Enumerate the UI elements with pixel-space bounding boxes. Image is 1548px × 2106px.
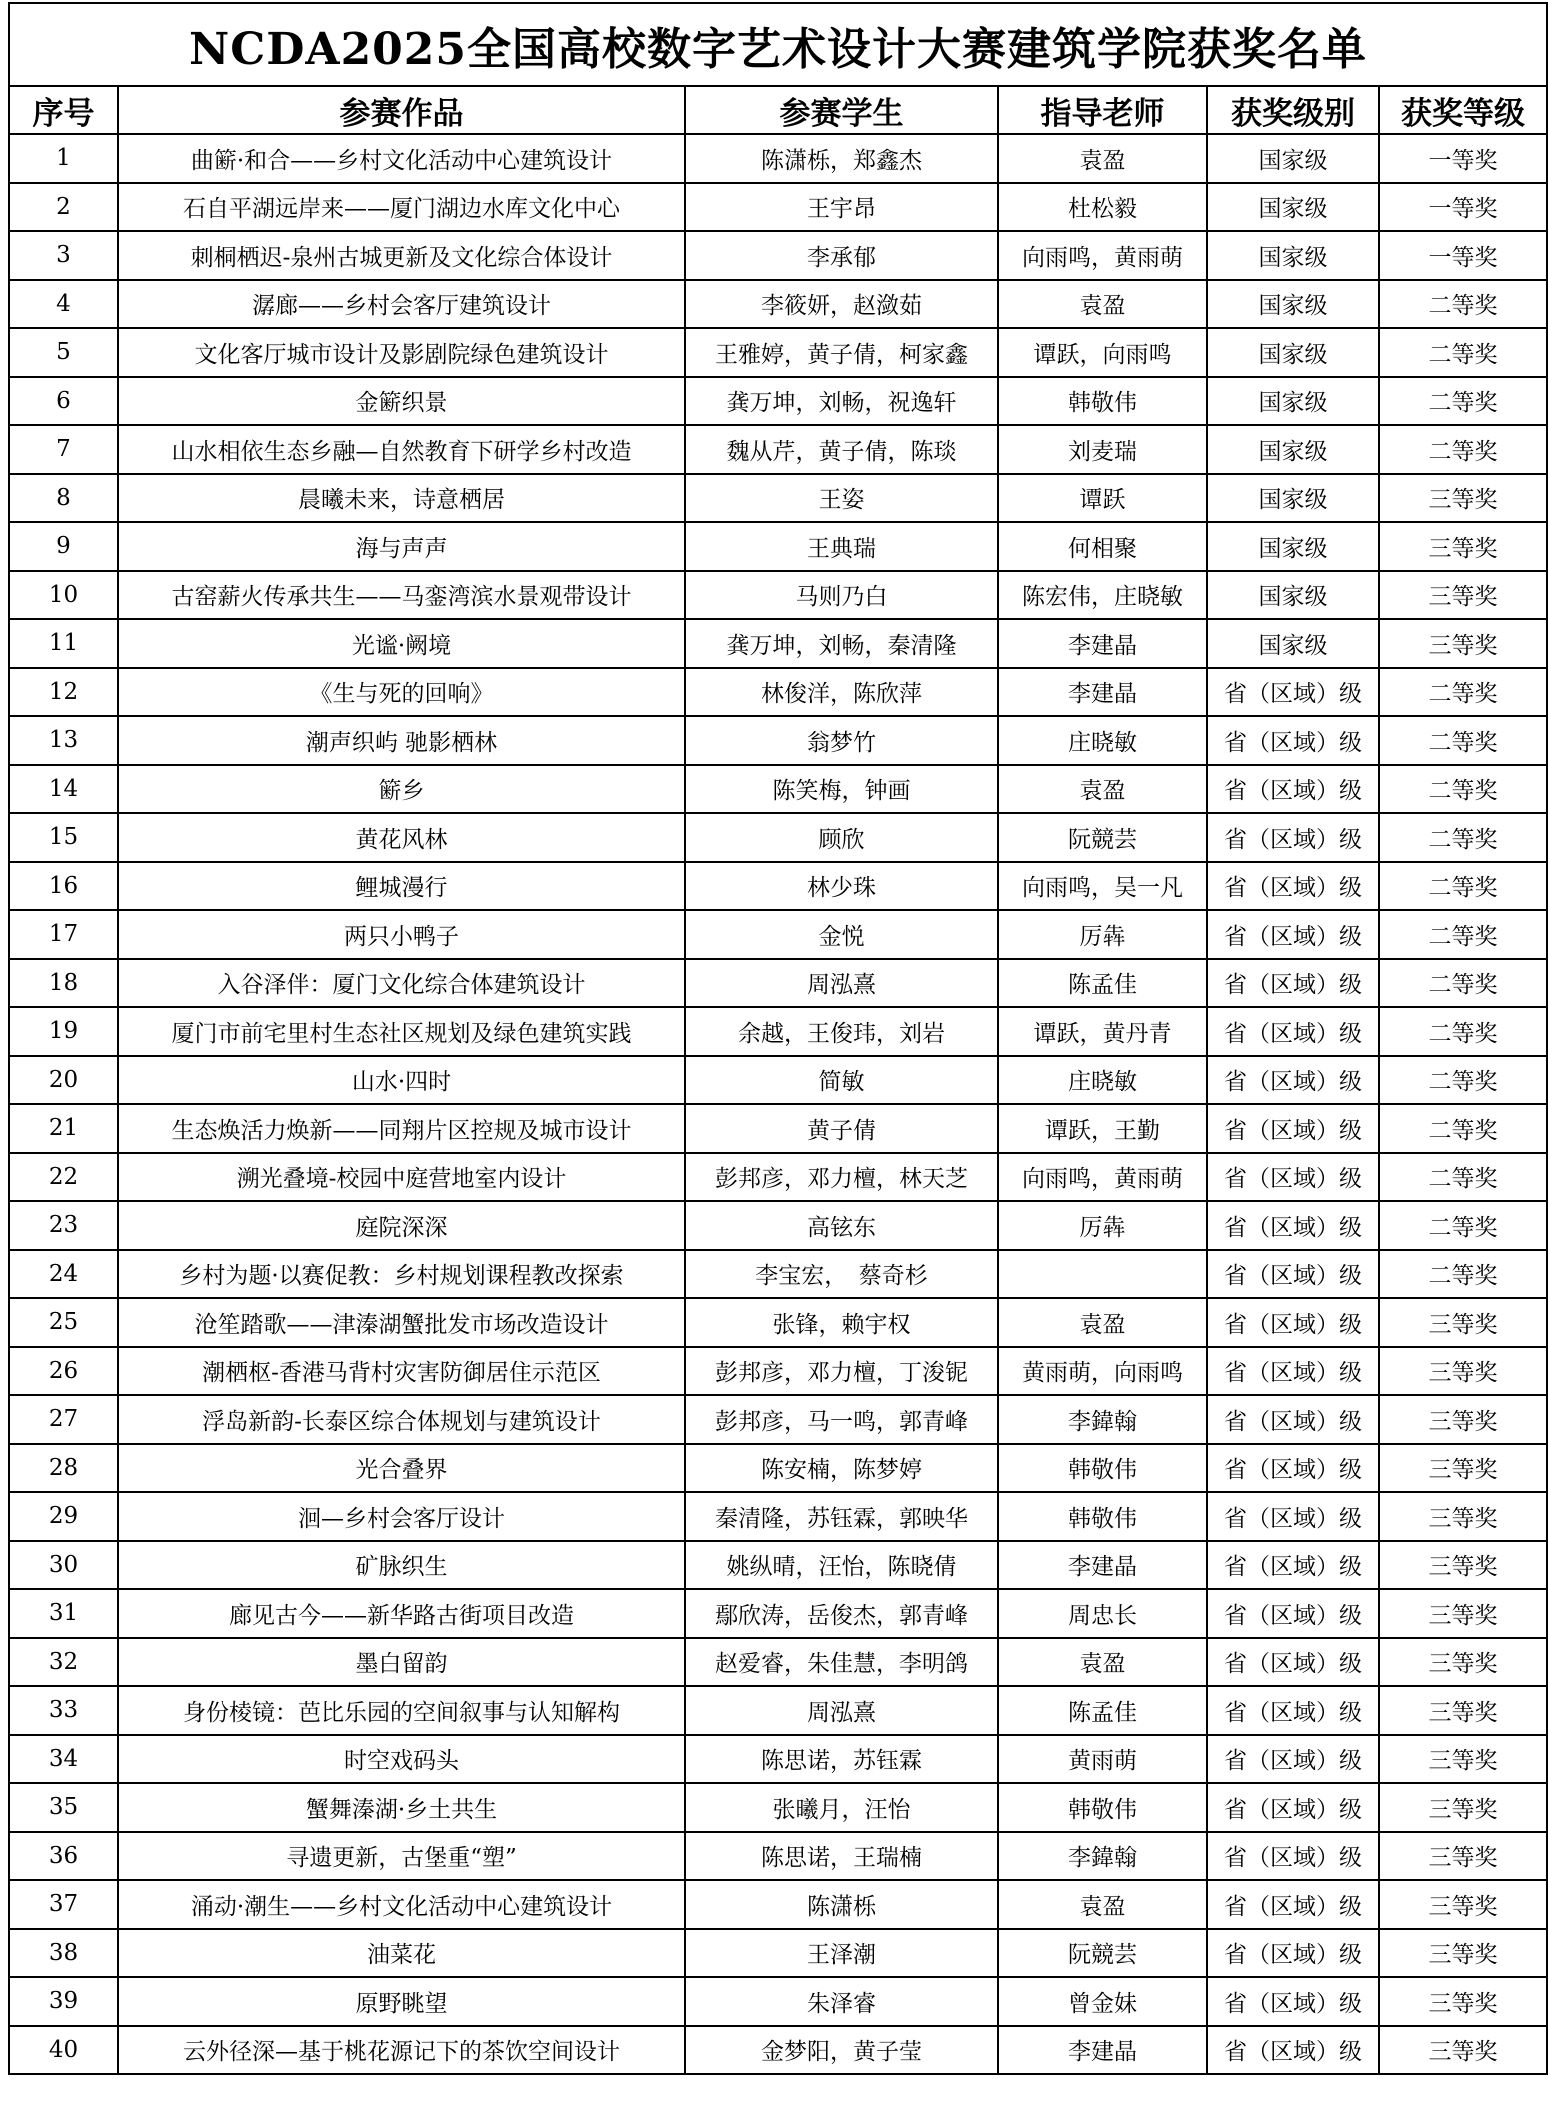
table-row [9, 231, 1547, 280]
cell-award-grade: 三等奖 [1379, 1735, 1547, 1784]
cell-serial-number: 5 [9, 328, 118, 377]
cell-advisors: 李建晶 [998, 668, 1207, 717]
cell-advisors: 阮競芸 [998, 813, 1207, 862]
cell-award-level: 省（区域）级 [1207, 1153, 1379, 1202]
cell-entry-work: 云外径深—基于桃花源记下的茶饮空间设计 [118, 2026, 685, 2075]
cell-entry-work: 晨曦未来，诗意栖居 [118, 474, 685, 523]
cell-serial-number: 15 [9, 813, 118, 862]
cell-serial-number: 31 [9, 1589, 118, 1638]
cell-serial-number: 8 [9, 474, 118, 523]
cell-students: 林俊洋，陈欣萍 [685, 668, 998, 717]
cell-award-grade: 三等奖 [1379, 571, 1547, 620]
table-row [9, 522, 1547, 571]
cell-award-level: 国家级 [1207, 425, 1379, 474]
cell-award-grade: 三等奖 [1379, 1880, 1547, 1929]
table-row [9, 619, 1547, 668]
cell-serial-number: 6 [9, 377, 118, 426]
cell-students: 简敏 [685, 1056, 998, 1105]
table-row [9, 1541, 1547, 1590]
cell-students: 李筱妍，赵潋茹 [685, 280, 998, 329]
cell-award-level: 省（区域）级 [1207, 1007, 1379, 1056]
cell-advisors: 袁盈 [998, 765, 1207, 814]
cell-award-grade: 二等奖 [1379, 1056, 1547, 1105]
cell-serial-number: 32 [9, 1638, 118, 1687]
cell-award-grade: 二等奖 [1379, 1153, 1547, 1202]
cell-entry-work: 刺桐栖迟-泉州古城更新及文化综合体设计 [118, 231, 685, 280]
cell-advisors: 谭跃，王勤 [998, 1104, 1207, 1153]
cell-serial-number: 35 [9, 1783, 118, 1832]
cell-serial-number: 24 [9, 1250, 118, 1299]
cell-award-level: 省（区域）级 [1207, 1395, 1379, 1444]
cell-students: 秦清隆，苏钰霖，郭映华 [685, 1492, 998, 1541]
header-award-level: 获奖级别 [1207, 86, 1379, 134]
cell-students: 魏从芹，黄子倩，陈琰 [685, 425, 998, 474]
cell-award-level: 省（区域）级 [1207, 1589, 1379, 1638]
cell-award-grade: 三等奖 [1379, 522, 1547, 571]
cell-students: 金悦 [685, 910, 998, 959]
table-row [9, 1395, 1547, 1444]
cell-serial-number: 14 [9, 765, 118, 814]
cell-award-level: 省（区域）级 [1207, 1492, 1379, 1541]
table-row [9, 1153, 1547, 1202]
cell-entry-work: 海与声声 [118, 522, 685, 571]
cell-students: 彭邦彦，马一鸣，郭青峰 [685, 1395, 998, 1444]
table-row [9, 571, 1547, 620]
cell-award-grade: 三等奖 [1379, 619, 1547, 668]
cell-students: 高铉东 [685, 1201, 998, 1250]
cell-award-grade: 二等奖 [1379, 1007, 1547, 1056]
table-row [9, 716, 1547, 765]
cell-serial-number: 39 [9, 1977, 118, 2026]
cell-advisors: 李建晶 [998, 2026, 1207, 2075]
cell-advisors: 李鍏翰 [998, 1832, 1207, 1881]
cell-students: 陈潇栎 [685, 1880, 998, 1929]
cell-advisors: 谭跃 [998, 474, 1207, 523]
cell-serial-number: 20 [9, 1056, 118, 1105]
cell-serial-number: 26 [9, 1347, 118, 1396]
cell-advisors: 袁盈 [998, 1298, 1207, 1347]
cell-award-grade: 二等奖 [1379, 1201, 1547, 1250]
cell-entry-work: 山水相依生态乡融—自然教育下研学乡村改造 [118, 425, 685, 474]
cell-serial-number: 9 [9, 522, 118, 571]
cell-award-grade: 二等奖 [1379, 862, 1547, 911]
cell-award-grade: 三等奖 [1379, 1929, 1547, 1978]
cell-award-grade: 三等奖 [1379, 2026, 1547, 2075]
cell-award-level: 国家级 [1207, 377, 1379, 426]
cell-advisors: 何相聚 [998, 522, 1207, 571]
table-row [9, 1880, 1547, 1929]
cell-award-level: 国家级 [1207, 522, 1379, 571]
cell-advisors: 曾金妹 [998, 1977, 1207, 2026]
cell-students: 王雅婷，黄子倩，柯家鑫 [685, 328, 998, 377]
cell-award-level: 国家级 [1207, 328, 1379, 377]
cell-students: 姚纵晴，汪怡，陈晓倩 [685, 1541, 998, 1590]
table-row [9, 1250, 1547, 1299]
cell-students: 龚万坤，刘畅，秦清隆 [685, 619, 998, 668]
cell-award-grade: 三等奖 [1379, 1541, 1547, 1590]
cell-students: 马则乃白 [685, 571, 998, 620]
cell-entry-work: 鲤城漫行 [118, 862, 685, 911]
cell-advisors: 厉犇 [998, 910, 1207, 959]
table-row [9, 765, 1547, 814]
cell-students: 张锋，赖宇权 [685, 1298, 998, 1347]
cell-award-level: 省（区域）级 [1207, 2026, 1379, 2075]
cell-entry-work: 油菜花 [118, 1929, 685, 1978]
cell-award-level: 省（区域）级 [1207, 765, 1379, 814]
cell-serial-number: 34 [9, 1735, 118, 1784]
cell-students: 王典瑞 [685, 522, 998, 571]
cell-serial-number: 19 [9, 1007, 118, 1056]
table-row [9, 1056, 1547, 1105]
cell-students: 陈潇栎，郑鑫杰 [685, 134, 998, 183]
table-row [9, 2026, 1547, 2075]
cell-students: 龚万坤，刘畅，祝逸轩 [685, 377, 998, 426]
cell-award-grade: 二等奖 [1379, 910, 1547, 959]
cell-award-grade: 二等奖 [1379, 425, 1547, 474]
cell-award-level: 省（区域）级 [1207, 1250, 1379, 1299]
cell-entry-work: 两只小鸭子 [118, 910, 685, 959]
cell-award-grade: 三等奖 [1379, 1686, 1547, 1735]
cell-entry-work: 黄花风林 [118, 813, 685, 862]
cell-award-level: 省（区域）级 [1207, 1444, 1379, 1493]
cell-award-grade: 二等奖 [1379, 959, 1547, 1008]
cell-entry-work: 潮栖枢-香港马背村灾害防御居住示范区 [118, 1347, 685, 1396]
cell-entry-work: 浮岛新韵-长泰区综合体规划与建筑设计 [118, 1395, 685, 1444]
cell-award-level: 国家级 [1207, 183, 1379, 232]
table-body [9, 134, 1547, 2074]
cell-entry-work: 廊见古今——新华路古街项目改造 [118, 1589, 685, 1638]
header-students: 参赛学生 [685, 86, 998, 134]
cell-students: 金梦阳，黄子莹 [685, 2026, 998, 2075]
cell-advisors: 庄晓敏 [998, 716, 1207, 765]
cell-award-grade: 三等奖 [1379, 1638, 1547, 1687]
cell-advisors: 周忠长 [998, 1589, 1207, 1638]
cell-award-level: 国家级 [1207, 280, 1379, 329]
cell-advisors: 厉犇 [998, 1201, 1207, 1250]
cell-award-grade: 一等奖 [1379, 134, 1547, 183]
cell-entry-work: 时空戏码头 [118, 1735, 685, 1784]
cell-advisors [998, 1250, 1207, 1299]
cell-award-level: 省（区域）级 [1207, 1977, 1379, 2026]
cell-entry-work: 矿脉织生 [118, 1541, 685, 1590]
cell-students: 李宝宏， 蔡奇杉 [685, 1250, 998, 1299]
table-row [9, 1347, 1547, 1396]
table-row [9, 1492, 1547, 1541]
cell-serial-number: 11 [9, 619, 118, 668]
cell-serial-number: 22 [9, 1153, 118, 1202]
cell-students: 林少珠 [685, 862, 998, 911]
cell-students: 赵爱睿，朱佳慧，李明鸽 [685, 1638, 998, 1687]
cell-serial-number: 16 [9, 862, 118, 911]
cell-students: 王泽潮 [685, 1929, 998, 1978]
cell-award-level: 国家级 [1207, 134, 1379, 183]
cell-advisors: 韩敬伟 [998, 377, 1207, 426]
cell-award-level: 省（区域）级 [1207, 1783, 1379, 1832]
cell-award-grade: 一等奖 [1379, 183, 1547, 232]
cell-entry-work: 墨白留韵 [118, 1638, 685, 1687]
header-award-grade: 获奖等级 [1379, 86, 1547, 134]
table-row [9, 1007, 1547, 1056]
cell-award-level: 省（区域）级 [1207, 910, 1379, 959]
cell-advisors: 袁盈 [998, 1638, 1207, 1687]
cell-students: 周泓熹 [685, 1686, 998, 1735]
cell-award-grade: 二等奖 [1379, 280, 1547, 329]
cell-advisors: 黄雨萌，向雨鸣 [998, 1347, 1207, 1396]
cell-award-grade: 二等奖 [1379, 765, 1547, 814]
page-title: NCDA2025全国高校数字艺术设计大赛建筑学院获奖名单 [9, 3, 1547, 86]
cell-entry-work: 山水·四时 [118, 1056, 685, 1105]
cell-award-level: 省（区域）级 [1207, 959, 1379, 1008]
table-row [9, 1929, 1547, 1978]
cell-students: 彭邦彦，邓力檀，丁浚铌 [685, 1347, 998, 1396]
cell-entry-work: 簖乡 [118, 765, 685, 814]
cell-award-grade: 三等奖 [1379, 1832, 1547, 1881]
table-row [9, 1638, 1547, 1687]
header-entry-work: 参赛作品 [118, 86, 685, 134]
cell-entry-work: 溯光叠境-校园中庭营地室内设计 [118, 1153, 685, 1202]
cell-advisors: 陈宏伟，庄晓敏 [998, 571, 1207, 620]
cell-award-level: 国家级 [1207, 619, 1379, 668]
cell-serial-number: 12 [9, 668, 118, 717]
cell-students: 陈思诺，王瑞楠 [685, 1832, 998, 1881]
table-row [9, 425, 1547, 474]
cell-serial-number: 13 [9, 716, 118, 765]
cell-award-grade: 二等奖 [1379, 1104, 1547, 1153]
header-serial-number: 序号 [9, 86, 118, 134]
cell-serial-number: 1 [9, 134, 118, 183]
cell-serial-number: 17 [9, 910, 118, 959]
cell-award-level: 省（区域）级 [1207, 1298, 1379, 1347]
cell-entry-work: 乡村为题·以赛促教：乡村规划课程教改探索 [118, 1250, 685, 1299]
cell-advisors: 谭跃，向雨鸣 [998, 328, 1207, 377]
cell-award-level: 省（区域）级 [1207, 1541, 1379, 1590]
cell-award-level: 省（区域）级 [1207, 1201, 1379, 1250]
cell-award-level: 省（区域）级 [1207, 1686, 1379, 1735]
table-row [9, 1977, 1547, 2026]
cell-entry-work: 厦门市前宅里村生态社区规划及绿色建筑实践 [118, 1007, 685, 1056]
cell-award-grade: 二等奖 [1379, 328, 1547, 377]
cell-advisors: 庄晓敏 [998, 1056, 1207, 1105]
cell-advisors: 向雨鸣，黄雨萌 [998, 231, 1207, 280]
cell-advisors: 向雨鸣，吴一凡 [998, 862, 1207, 911]
cell-entry-work: 《生与死的回响》 [118, 668, 685, 717]
cell-entry-work: 石自平湖远岸来——厦门湖边水库文化中心 [118, 183, 685, 232]
cell-entry-work: 庭院深深 [118, 1201, 685, 1250]
cell-serial-number: 4 [9, 280, 118, 329]
cell-award-grade: 三等奖 [1379, 1444, 1547, 1493]
cell-advisors: 陈孟佳 [998, 959, 1207, 1008]
cell-award-level: 省（区域）级 [1207, 1104, 1379, 1153]
table-row [9, 910, 1547, 959]
cell-serial-number: 3 [9, 231, 118, 280]
cell-entry-work: 生态焕活力焕新——同翔片区控规及城市设计 [118, 1104, 685, 1153]
table-row [9, 1735, 1547, 1784]
cell-students: 李承郁 [685, 231, 998, 280]
cell-advisors: 袁盈 [998, 134, 1207, 183]
cell-award-grade: 三等奖 [1379, 1492, 1547, 1541]
cell-award-grade: 二等奖 [1379, 668, 1547, 717]
cell-award-level: 省（区域）级 [1207, 1638, 1379, 1687]
cell-entry-work: 入谷泽伴：厦门文化综合体建筑设计 [118, 959, 685, 1008]
cell-students: 张曦月，汪怡 [685, 1783, 998, 1832]
cell-students: 王姿 [685, 474, 998, 523]
cell-entry-work: 原野眺望 [118, 1977, 685, 2026]
cell-entry-work: 蟹舞溱湖·乡土共生 [118, 1783, 685, 1832]
cell-award-level: 省（区域）级 [1207, 813, 1379, 862]
table-row [9, 1201, 1547, 1250]
cell-students: 余越，王俊玮，刘岩 [685, 1007, 998, 1056]
cell-advisors: 袁盈 [998, 280, 1207, 329]
cell-award-level: 国家级 [1207, 474, 1379, 523]
cell-award-level: 省（区域）级 [1207, 1056, 1379, 1105]
table-row [9, 134, 1547, 183]
cell-award-level: 国家级 [1207, 571, 1379, 620]
cell-advisors: 李建晶 [998, 1541, 1207, 1590]
cell-entry-work: 光谧·阙境 [118, 619, 685, 668]
cell-serial-number: 40 [9, 2026, 118, 2075]
table-row [9, 1783, 1547, 1832]
cell-advisors: 杜松毅 [998, 183, 1207, 232]
cell-award-level: 国家级 [1207, 231, 1379, 280]
cell-serial-number: 18 [9, 959, 118, 1008]
table-row [9, 813, 1547, 862]
cell-award-level: 省（区域）级 [1207, 716, 1379, 765]
cell-entry-work: 潺廊——乡村会客厅建筑设计 [118, 280, 685, 329]
cell-entry-work: 古窑薪火传承共生——马銮湾滨水景观带设计 [118, 571, 685, 620]
cell-students: 黄子倩 [685, 1104, 998, 1153]
cell-entry-work: 涌动·潮生——乡村文化活动中心建筑设计 [118, 1880, 685, 1929]
cell-serial-number: 25 [9, 1298, 118, 1347]
cell-award-grade: 一等奖 [1379, 231, 1547, 280]
cell-serial-number: 2 [9, 183, 118, 232]
cell-award-grade: 二等奖 [1379, 1250, 1547, 1299]
table-row [9, 280, 1547, 329]
table-row [9, 1589, 1547, 1638]
table-row [9, 1686, 1547, 1735]
cell-students: 彭邦彦，邓力檀，林天芝 [685, 1153, 998, 1202]
table-row [9, 377, 1547, 426]
cell-advisors: 韩敬伟 [998, 1492, 1207, 1541]
cell-serial-number: 38 [9, 1929, 118, 1978]
cell-advisors: 韩敬伟 [998, 1783, 1207, 1832]
cell-students: 翁梦竹 [685, 716, 998, 765]
cell-students: 陈笑梅，钟画 [685, 765, 998, 814]
cell-advisors: 袁盈 [998, 1880, 1207, 1929]
table-row [9, 668, 1547, 717]
cell-award-grade: 三等奖 [1379, 1589, 1547, 1638]
cell-advisors: 陈孟佳 [998, 1686, 1207, 1735]
cell-students: 王宇昂 [685, 183, 998, 232]
table-row [9, 474, 1547, 523]
cell-serial-number: 28 [9, 1444, 118, 1493]
cell-award-grade: 二等奖 [1379, 377, 1547, 426]
cell-advisors: 阮競芸 [998, 1929, 1207, 1978]
cell-entry-work: 身份棱镜：芭比乐园的空间叙事与认知解构 [118, 1686, 685, 1735]
cell-award-grade: 三等奖 [1379, 474, 1547, 523]
cell-students: 朱泽睿 [685, 1977, 998, 2026]
cell-award-grade: 三等奖 [1379, 1783, 1547, 1832]
cell-award-grade: 二等奖 [1379, 716, 1547, 765]
cell-advisors: 黄雨萌 [998, 1735, 1207, 1784]
cell-students: 鄢欣涛，岳俊杰，郭青峰 [685, 1589, 998, 1638]
cell-award-level: 省（区域）级 [1207, 668, 1379, 717]
cell-entry-work: 沧笙踏歌——津溱湖蟹批发市场改造设计 [118, 1298, 685, 1347]
cell-serial-number: 33 [9, 1686, 118, 1735]
table-row [9, 959, 1547, 1008]
table-row [9, 1104, 1547, 1153]
cell-entry-work: 曲簖·和合——乡村文化活动中心建筑设计 [118, 134, 685, 183]
table-row [9, 328, 1547, 377]
cell-entry-work: 寻遗更新，古堡重“塑” [118, 1832, 685, 1881]
cell-serial-number: 23 [9, 1201, 118, 1250]
cell-award-level: 省（区域）级 [1207, 1880, 1379, 1929]
cell-award-level: 省（区域）级 [1207, 1735, 1379, 1784]
award-table [8, 2, 1548, 2075]
cell-serial-number: 37 [9, 1880, 118, 1929]
cell-entry-work: 光合叠界 [118, 1444, 685, 1493]
cell-serial-number: 30 [9, 1541, 118, 1590]
cell-award-grade: 三等奖 [1379, 1395, 1547, 1444]
cell-award-grade: 二等奖 [1379, 813, 1547, 862]
cell-advisors: 谭跃，黄丹青 [998, 1007, 1207, 1056]
cell-entry-work: 洄—乡村会客厅设计 [118, 1492, 685, 1541]
cell-serial-number: 36 [9, 1832, 118, 1881]
cell-students: 顾欣 [685, 813, 998, 862]
cell-entry-work: 金簖织景 [118, 377, 685, 426]
cell-advisors: 向雨鸣，黄雨萌 [998, 1153, 1207, 1202]
table-header-row [9, 86, 1547, 134]
cell-serial-number: 27 [9, 1395, 118, 1444]
cell-serial-number: 10 [9, 571, 118, 620]
cell-serial-number: 21 [9, 1104, 118, 1153]
cell-award-level: 省（区域）级 [1207, 1347, 1379, 1396]
cell-award-level: 省（区域）级 [1207, 862, 1379, 911]
cell-entry-work: 潮声织屿 驰影栖林 [118, 716, 685, 765]
cell-award-level: 省（区域）级 [1207, 1832, 1379, 1881]
cell-serial-number: 7 [9, 425, 118, 474]
cell-advisors: 李鍏翰 [998, 1395, 1207, 1444]
cell-award-level: 省（区域）级 [1207, 1929, 1379, 1978]
cell-advisors: 刘麦瑞 [998, 425, 1207, 474]
cell-advisors: 李建晶 [998, 619, 1207, 668]
header-advisors: 指导老师 [998, 86, 1207, 134]
table-row [9, 1444, 1547, 1493]
cell-award-grade: 三等奖 [1379, 1977, 1547, 2026]
cell-students: 周泓熹 [685, 959, 998, 1008]
table-row [9, 183, 1547, 232]
table-row [9, 862, 1547, 911]
cell-advisors: 韩敬伟 [998, 1444, 1207, 1493]
cell-award-grade: 三等奖 [1379, 1347, 1547, 1396]
cell-students: 陈思诺，苏钰霖 [685, 1735, 998, 1784]
cell-serial-number: 29 [9, 1492, 118, 1541]
cell-entry-work: 文化客厅城市设计及影剧院绿色建筑设计 [118, 328, 685, 377]
table-row [9, 1832, 1547, 1881]
cell-award-grade: 三等奖 [1379, 1298, 1547, 1347]
table-row [9, 1298, 1547, 1347]
cell-students: 陈安楠，陈梦婷 [685, 1444, 998, 1493]
